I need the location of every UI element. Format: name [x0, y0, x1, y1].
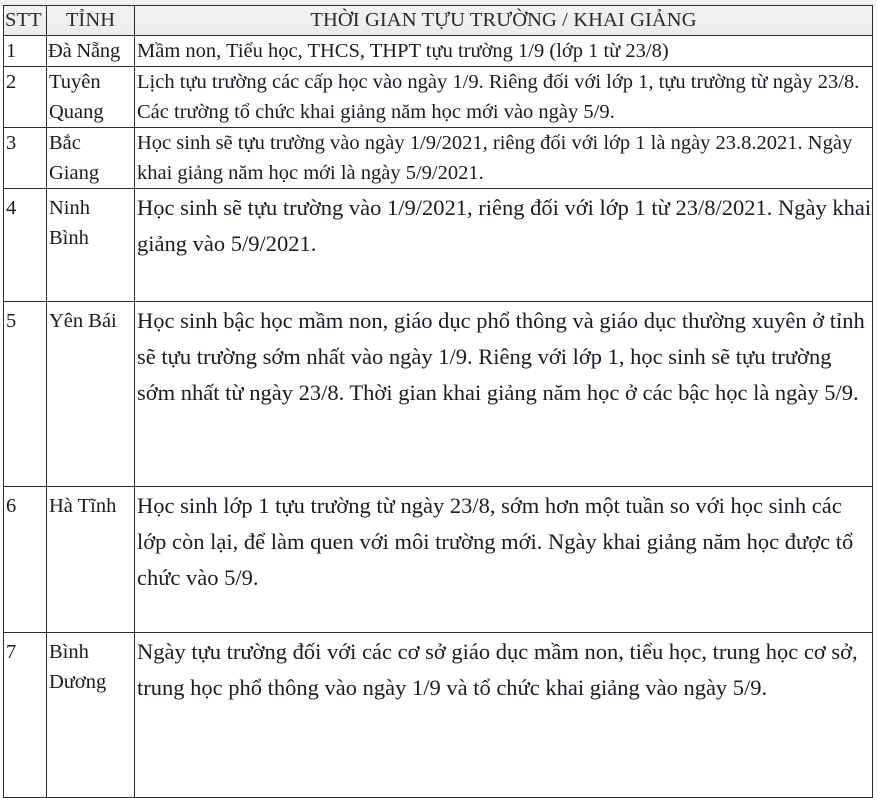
- table-header: [4, 6, 873, 36]
- table-row: [4, 487, 873, 633]
- cell-schedule: Lịch tựu trường các cấp học vào ngày 1/9. Riêng đối với lớp 1, tựu trường từ ngày 23/8. Các trường tổ chức khai giảng năm học mới vào ngày 5/9.: [135, 67, 873, 128]
- cell-stt: 5: [4, 302, 47, 487]
- cell-stt: 7: [4, 633, 47, 798]
- cell-stt: 1: [4, 36, 47, 67]
- cell-province: Yên Bái: [47, 302, 135, 487]
- table-row: [4, 633, 873, 798]
- cell-province: Ninh Bình: [47, 189, 135, 302]
- cell-stt: 2: [4, 67, 47, 128]
- cell-province: Đà Nẵng: [47, 36, 135, 67]
- table-row: [4, 67, 873, 128]
- cell-schedule: Học sinh sẽ tựu trường vào ngày 1/9/2021, riêng đối với lớp 1 là ngày 23.8.2021. Ngày khai giảng năm học mới là ngày 5/9/2021.: [135, 128, 873, 189]
- table-body: [4, 36, 873, 798]
- header-row: [4, 6, 873, 36]
- header-schedule: THỜI GIAN TỰU TRƯỜNG / KHAI GIẢNG: [135, 6, 873, 36]
- school-schedule-table: [3, 5, 873, 798]
- header-province: TỈNH: [47, 6, 135, 36]
- table-row: [4, 36, 873, 67]
- table-row: [4, 128, 873, 189]
- table-row: [4, 189, 873, 302]
- cell-province: Bình Dương: [47, 633, 135, 798]
- cell-province: Bắc Giang: [47, 128, 135, 189]
- table-row: [4, 302, 873, 487]
- cell-province: Hà Tĩnh: [47, 487, 135, 633]
- cell-schedule: Học sinh lớp 1 tựu trường từ ngày 23/8, sớm hơn một tuần so với học sinh các lớp còn lại, để làm quen với môi trường mới. Ngày khai giảng năm học được tổ chức vào 5/9.: [135, 487, 873, 633]
- cell-schedule: Học sinh bậc học mầm non, giáo dục phổ thông và giáo dục thường xuyên ở tỉnh sẽ tựu trường sớm nhất vào ngày 1/9. Riêng với lớp 1, học sinh sẽ tựu trường sớm nhất từ ngày 23/8. Thời gian khai giảng năm học ở các bậc học là ngày 5/9.: [135, 302, 873, 487]
- cell-schedule: Học sinh sẽ tựu trường vào 1/9/2021, riêng đối với lớp 1 từ 23/8/2021. Ngày khai giảng vào 5/9/2021.: [135, 189, 873, 302]
- cell-schedule: Mầm non, Tiểu học, THCS, THPT tựu trường 1/9 (lớp 1 từ 23/8): [135, 36, 873, 67]
- cell-stt: 6: [4, 487, 47, 633]
- cell-schedule: Ngày tựu trường đối với các cơ sở giáo dục mầm non, tiểu học, trung học cơ sở, trung học phổ thông vào ngày 1/9 và tổ chức khai giảng vào ngày 5/9.: [135, 633, 873, 798]
- cell-province: Tuyên Quang: [47, 67, 135, 128]
- cell-stt: 3: [4, 128, 47, 189]
- cell-stt: 4: [4, 189, 47, 302]
- header-stt: STT: [4, 6, 47, 36]
